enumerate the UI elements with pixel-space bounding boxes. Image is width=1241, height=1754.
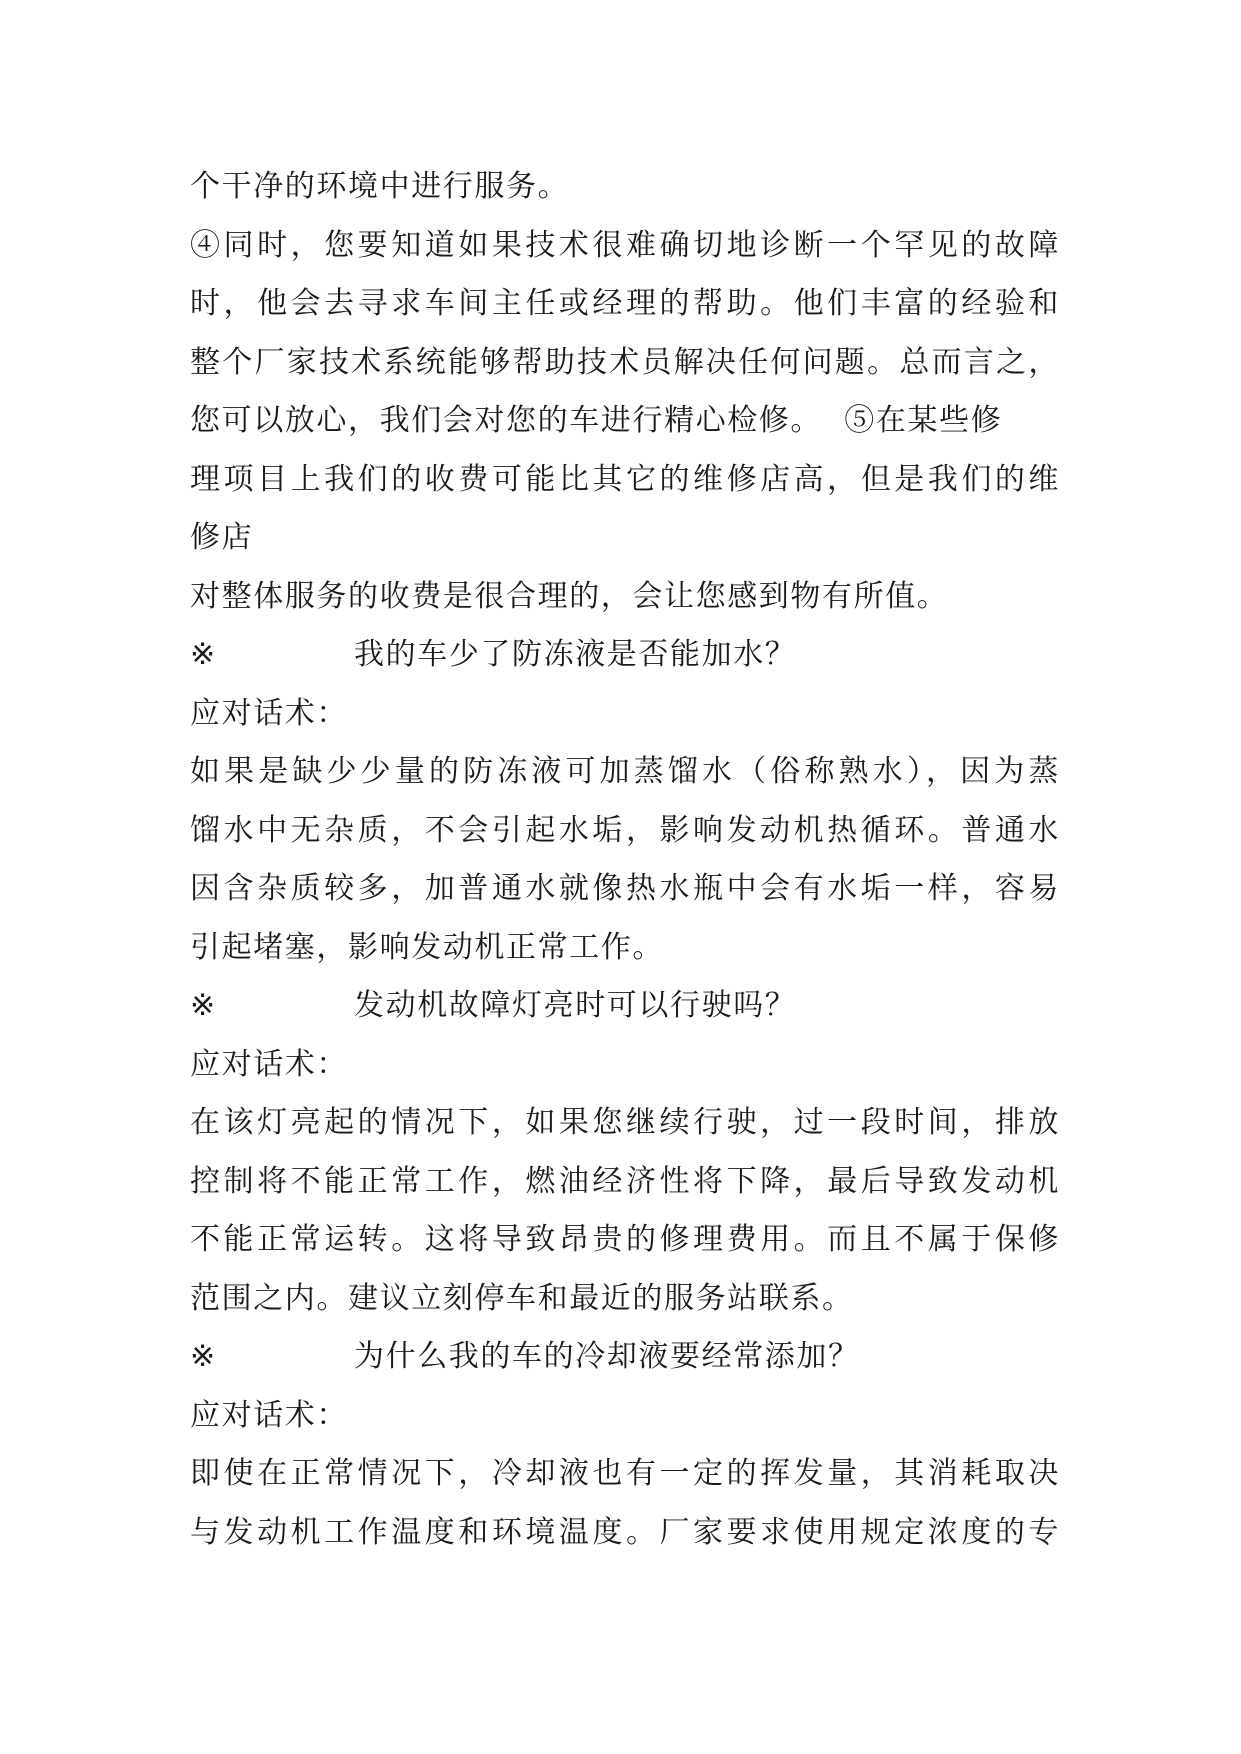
paragraph-line: 您可以放心，我们会对您的车进行精心检修。 ⑤在某些修 <box>190 403 1003 438</box>
answer-label: 应对话术： <box>190 1397 348 1433</box>
answer-line: 如果是缺少少量的防冻液可加蒸馏水（俗称熟水），因为蒸 <box>190 754 1060 789</box>
reference-mark: ※ <box>190 1339 217 1374</box>
question-heading <box>190 977 1060 1036</box>
answer-line: 在该灯亮起的情况下，如果您继续行驶，过一段时间，排放 <box>190 1105 1060 1140</box>
answer-label: 应对话术： <box>190 695 348 731</box>
answer-line: 引起堵塞，影响发动机正常工作。 <box>190 929 664 965</box>
question-heading <box>190 626 1060 685</box>
answer-line: 与发动机工作温度和环境温度。厂家要求使用规定浓度的专 <box>190 1514 1060 1550</box>
answer-line: 不能正常运转。这将导致昂贵的修理费用。而且不属于保修 <box>190 1222 1060 1257</box>
question-heading <box>190 1328 1060 1387</box>
reference-mark: ※ <box>190 637 217 672</box>
paragraph-line: 理项目上我们的收费可能比其它的维修店高，但是我们的维 <box>190 461 1060 497</box>
answer-line: 因含杂质较多，加普通水就像热水瓶中会有水垢一样，容易 <box>190 871 1060 906</box>
answer-line: 范围之内。建议立刻停车和最近的服务站联系。 <box>190 1280 854 1316</box>
paragraph-line: 对整体服务的收费是很合理的，会让您感到物有所值。 <box>190 578 949 614</box>
question-text: 我的车少了防冻液是否能加水？ <box>354 637 797 672</box>
answer-line: 即使在正常情况下，冷却液也有一定的挥发量，其消耗取决 <box>190 1456 1060 1491</box>
question-text: 为什么我的车的冷却液要经常添加？ <box>354 1339 860 1374</box>
reference-mark: ※ <box>190 988 217 1023</box>
paragraph-line: ④同时，您要知道如果技术很难确切地诊断一个罕见的故障 <box>190 227 1060 263</box>
paragraph-line: 时，他会去寻求车间主任或经理的帮助。他们丰富的经验和 <box>190 286 1060 321</box>
paragraph-line: 个干净的环境中进行服务。 <box>190 169 570 204</box>
answer-line: 馏水中无杂质，不会引起水垢，影响发动机热循环。普通水 <box>190 812 1060 848</box>
document-body <box>190 158 1060 1562</box>
question-text: 发动机故障灯亮时可以行驶吗？ <box>354 988 797 1023</box>
answer-line: 控制将不能正常工作，燃油经济性将下降，最后导致发动机 <box>190 1163 1060 1199</box>
paragraph-line: 整个厂家技术系统能够帮助技术员解决任何问题。总而言之， <box>190 344 1060 380</box>
answer-label: 应对话术： <box>190 1046 348 1082</box>
paragraph-line: 修店 <box>190 520 254 555</box>
